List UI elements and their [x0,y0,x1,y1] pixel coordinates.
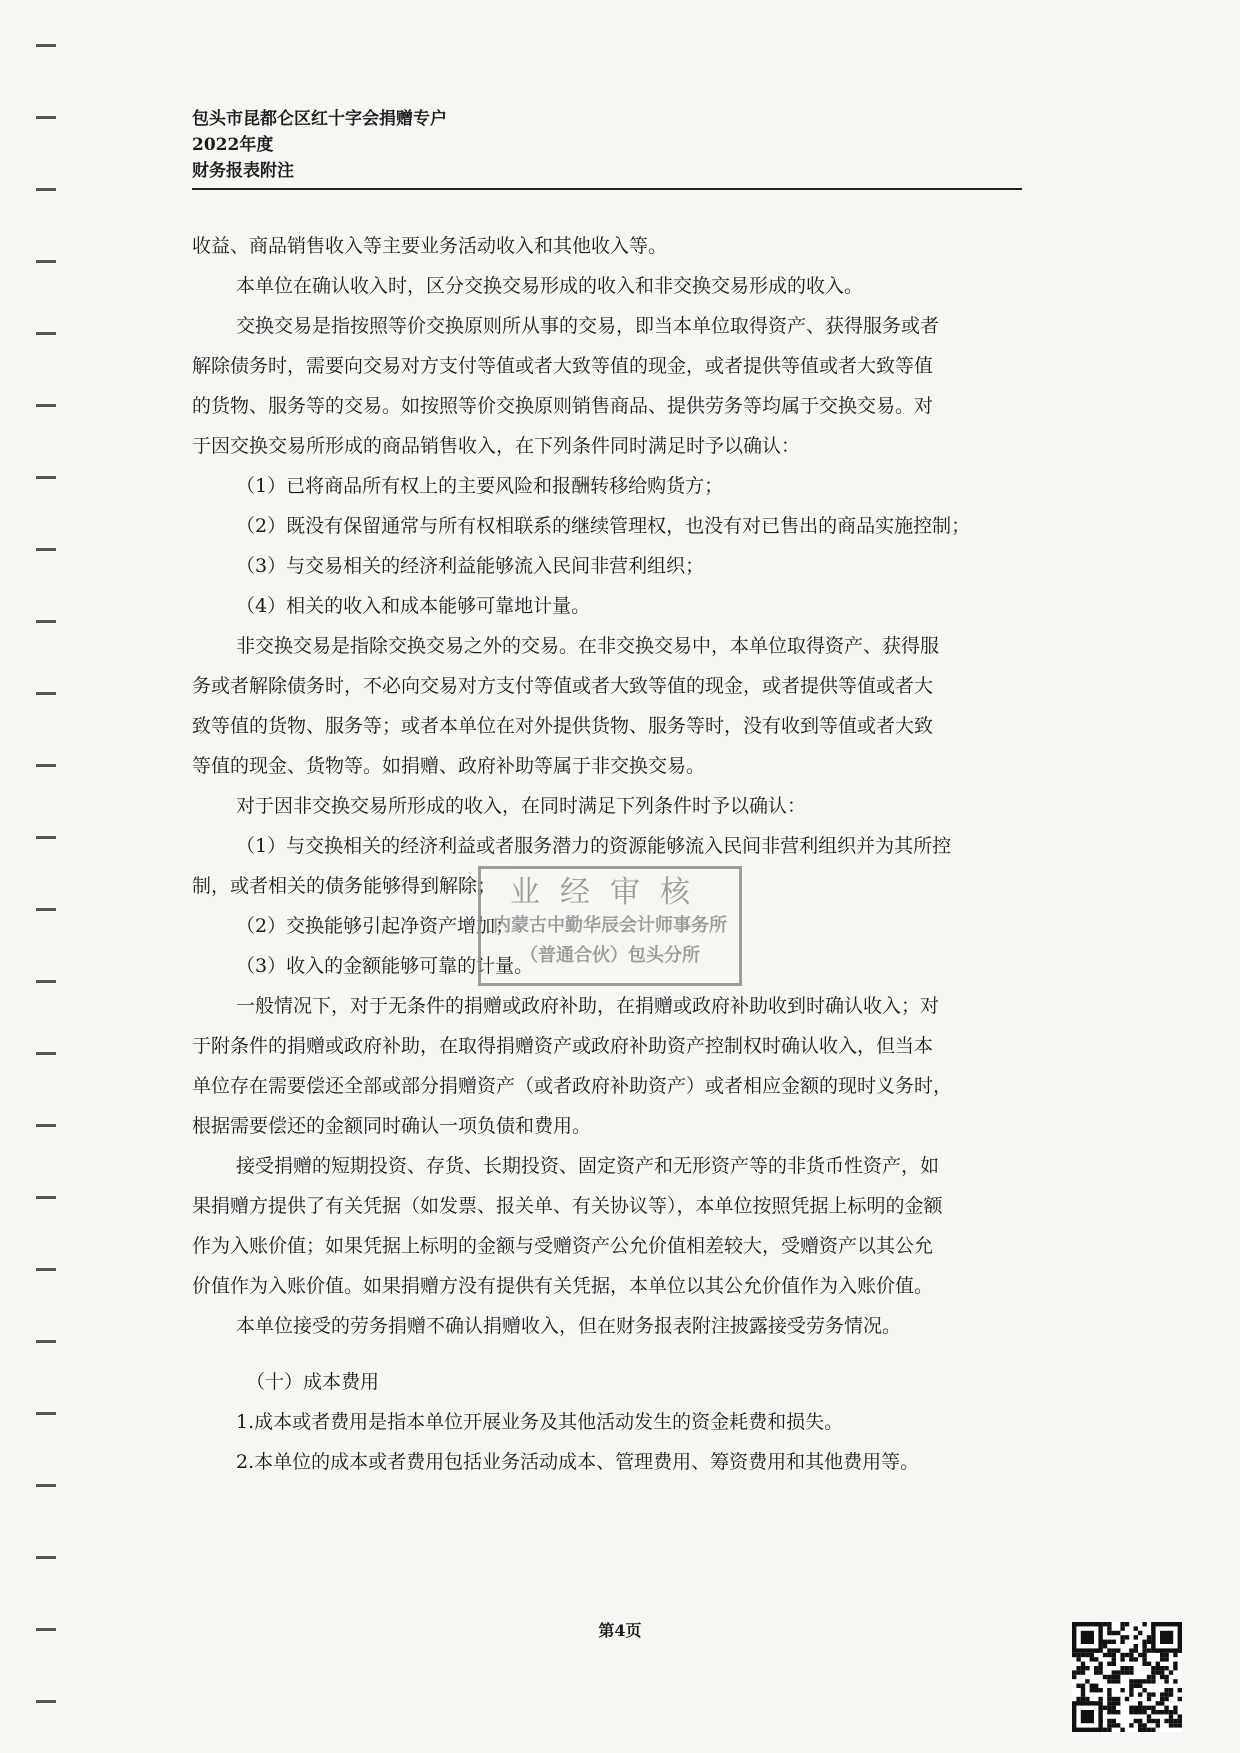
paragraph-line: 收益、商品销售收入等主要业务活动收入和其他收入等。 [192,235,668,257]
paragraph-line: 接受捐赠的短期投资、存货、长期投资、固定资产和无形资产等的非货币性资产，如 [236,1155,940,1177]
paragraph-line: 根据需要偿还的金额同时确认一项负债和费用。 [192,1115,592,1137]
paragraph-line: 单位存在需要偿还全部或部分捐赠资产（或者政府补助资产）或者相应金额的现时义务时， [192,1075,953,1097]
header-year: 2022年度 [192,135,274,155]
binding-mark [36,332,56,335]
audit-stamp [478,866,742,986]
paragraph-line: （3）与交易相关的经济利益能够流入民间非营利组织； [236,555,705,577]
stamp-line-1: 业经审核 [510,875,710,910]
binding-margin-marks [36,0,60,1753]
binding-mark [36,44,56,47]
paragraph-line: 价值作为入账价值。如果捐赠方没有提供有关凭据，本单位以其公允价值作为入账价值。 [192,1275,934,1297]
paragraph-line: 等值的现金、货物等。如捐赠、政府补助等属于非交换交易。 [192,755,706,777]
binding-mark [36,980,56,983]
paragraph-line: （1）与交换相关的经济利益或者服务潜力的资源能够流入民间非营利组织并为其所控 [236,835,952,857]
binding-mark [36,188,56,191]
binding-mark [36,404,56,407]
binding-mark [36,764,56,767]
binding-mark [36,1412,56,1415]
binding-mark [36,692,56,695]
binding-mark [36,116,56,119]
binding-mark [36,1700,56,1703]
paragraph-line: 果捐赠方提供了有关凭据（如发票、报关单、有关协议等），本单位按照凭据上标明的金额 [192,1195,943,1217]
binding-mark [36,548,56,551]
paragraph-line: 的货物、服务等的交易。如按照等价交换原则销售商品、提供劳务等均属于交换交易。对 [192,395,934,417]
paragraph-line: 1.成本或者费用是指本单位开展业务及其他活动发生的资金耗费和损失。 [236,1411,844,1433]
paragraph-line: 于因交换交易所形成的商品销售收入，在下列条件同时满足时予以确认： [192,435,801,457]
paragraph-line: （1）已将商品所有权上的主要风险和报酬转移给购货方； [236,475,724,497]
paragraph-line: （2）交换能够引起净资产增加； [236,915,515,937]
binding-mark [36,908,56,911]
paragraph-line: 本单位接受的劳务捐赠不确认捐赠收入，但在财务报表附注披露接受劳务情况。 [236,1315,902,1337]
header-org: 包头市昆都仑区红十字会捐赠专户 [192,109,447,129]
paragraph-line: 致等值的货物、服务等；或者本单位在对外提供货物、服务等时，没有收到等值或者大致 [192,715,934,737]
page-header [192,106,1022,184]
binding-mark [36,476,56,479]
binding-mark [36,1124,56,1127]
binding-mark [36,836,56,839]
stamp-line-3: （普通合伙）包头分所 [520,945,700,966]
section-heading: （十）成本费用 [246,1371,380,1393]
paragraph-line: （4）相关的收入和成本能够可靠地计量。 [236,595,591,617]
binding-mark [36,620,56,623]
paragraph-line: 本单位在确认收入时，区分交换交易形成的收入和非交换交易形成的收入。 [236,275,864,297]
paragraph-line: 非交换交易是指除交换交易之外的交易。在非交换交易中，本单位取得资产、获得服 [236,635,940,657]
paragraph-line: 交换交易是指按照等价交换原则所从事的交易，即当本单位取得资产、获得服务或者 [236,315,940,337]
header-doc-type: 财务报表附注 [192,161,294,181]
binding-mark [36,1340,56,1343]
header-divider [192,188,1022,190]
binding-mark [36,1196,56,1199]
paragraph-line: 2.本单位的成本或者费用包括业务活动成本、管理费用、筹资费用和其他费用等。 [236,1451,920,1473]
binding-mark [36,1052,56,1055]
paragraph-line: 制，或者相关的债务能够得到解除； [192,875,497,897]
paragraph-line: （3）收入的金额能够可靠的计量。 [236,955,534,977]
binding-mark [36,1556,56,1559]
paragraph-line: 一般情况下，对于无条件的捐赠或政府补助，在捐赠或政府补助收到时确认收入；对 [236,995,940,1017]
paragraph-line: 作为入账价值；如果凭据上标明的金额与受赠资产公允价值相差较大，受赠资产以其公允 [192,1235,934,1257]
binding-mark [36,260,56,263]
paragraph-line: 对于因非交换交易所形成的收入，在同时满足下列条件时予以确认： [236,795,807,817]
binding-mark [36,1484,56,1487]
qr-code-icon [1072,1622,1182,1732]
document-body [192,226,1022,1482]
stamp-line-2: 内蒙古中勤华辰会计师事务所 [493,915,727,936]
paragraph-line: 于附条件的捐赠或政府补助，在取得捐赠资产或政府补助资产控制权时确认收入，但当本 [192,1035,934,1057]
paragraph-line: （2）既没有保留通常与所有权相联系的继续管理权，也没有对已售出的商品实施控制； [236,515,971,537]
paragraph-line: 解除债务时，需要向交易对方支付等值或者大致等值的现金，或者提供等值或者大致等值 [192,355,934,377]
page-number: 第4页 [598,1621,642,1640]
paragraph-line: 务或者解除债务时，不必向交易对方支付等值或者大致等值的现金，或者提供等值或者大 [192,675,934,697]
binding-mark [36,1268,56,1271]
